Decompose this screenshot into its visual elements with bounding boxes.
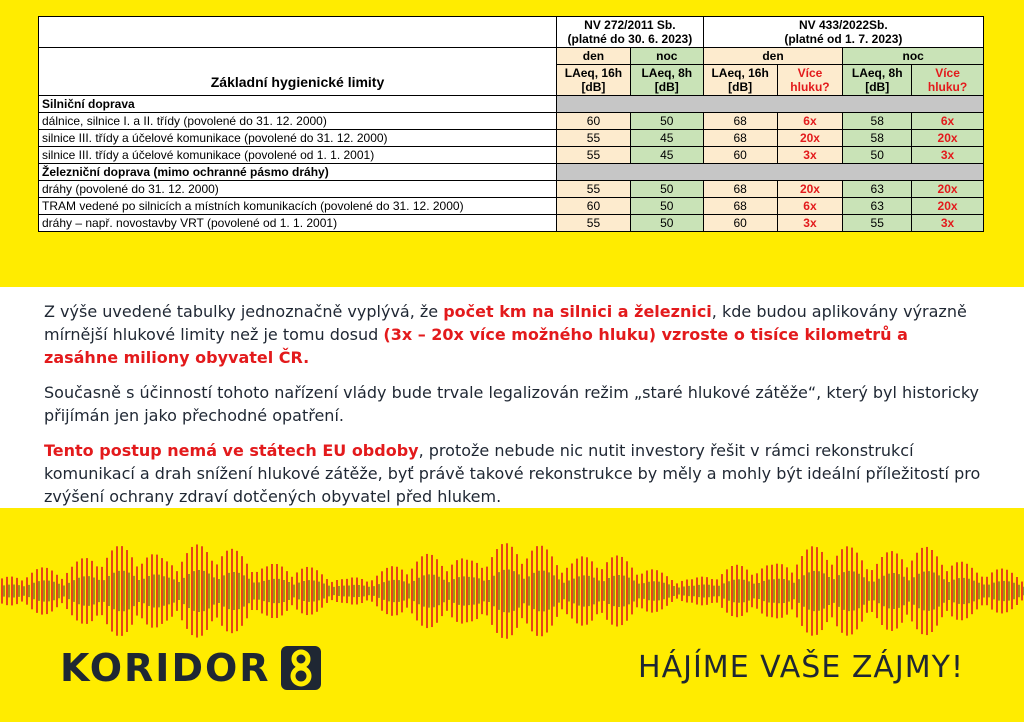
header-blank	[39, 17, 557, 48]
p1-text-c: , kde budou aplikovány výrazně mírnější hlukové limity než je tomu dosud	[44, 302, 967, 344]
sound-wave-icon	[0, 532, 1024, 650]
new-night-value: 63	[843, 198, 912, 215]
paragraph-1	[44, 300, 984, 369]
new-night-value: 63	[843, 181, 912, 198]
new-day-more: 20x	[777, 130, 843, 147]
p1-text-a: Z výše uvedené tabulky jednoznačně vyplývá, že	[44, 302, 444, 321]
logo-text: KORIDOR	[60, 646, 271, 690]
old-night-header: noc	[630, 48, 703, 65]
new-day-value: 60	[703, 147, 777, 164]
old-day-value: 55	[557, 181, 631, 198]
old-night-value: 45	[630, 147, 703, 164]
new-night-value: 58	[843, 113, 912, 130]
p3-highlight-a: Tento postup nemá ve státech EU obdoby	[44, 441, 419, 460]
new-night-unit: LAeq, 8h [dB]	[843, 65, 912, 96]
new-day-value: 68	[703, 130, 777, 147]
section-filler	[557, 164, 984, 181]
old-night-unit: LAeq, 8h [dB]	[630, 65, 703, 96]
section-title: Silniční doprava	[39, 96, 557, 113]
old-night-value: 45	[630, 130, 703, 147]
explanation-text	[44, 300, 984, 520]
old-day-value: 55	[557, 130, 631, 147]
nv-old-header	[557, 17, 704, 48]
new-day-value: 60	[703, 215, 777, 232]
row-label: dráhy – např. novostavby VRT (povolené od 1. 1. 2001)	[39, 215, 557, 232]
table-row	[39, 215, 984, 232]
new-day-unit: LAeq, 16h [dB]	[703, 65, 777, 96]
nv-old-sub: (platné do 30. 6. 2023)	[567, 32, 693, 46]
old-night-value: 50	[630, 113, 703, 130]
p1-highlight-b: počet km na silnici a železnici	[443, 302, 712, 321]
p3-text-b: , protože nebude nic nutit investory řešit v rámci rekonstrukcí komunikací a drah snížení hlukové zátěže, byť právě takové rekonstrukce by měly a mohly být ideální příležitostí pro zvýšení ochrany zdraví dotčených obyvatel před hlukem.	[44, 441, 981, 506]
old-night-value: 50	[630, 215, 703, 232]
new-night-value: 58	[843, 130, 912, 147]
new-day-more-header: Více hluku?	[777, 65, 843, 96]
noise-limits-table	[38, 16, 984, 232]
table-row	[39, 130, 984, 147]
old-day-value: 55	[557, 147, 631, 164]
new-night-more: 6x	[912, 113, 984, 130]
new-day-value: 68	[703, 198, 777, 215]
paragraph-3	[44, 439, 984, 508]
table-row	[39, 147, 984, 164]
koridor-logo	[60, 645, 321, 691]
table-row	[39, 113, 984, 130]
main-header: Základní hygienické limity	[39, 48, 557, 96]
new-night-value: 55	[843, 215, 912, 232]
new-day-more: 6x	[777, 198, 843, 215]
old-day-value: 60	[557, 113, 631, 130]
row-label: silnice III. třídy a účelové komunikace (povolené do 31. 12. 2000)	[39, 130, 557, 147]
slogan: HÁJÍME VAŠE ZÁJMY!	[638, 650, 964, 685]
new-night-more: 20x	[912, 198, 984, 215]
new-night-more: 3x	[912, 215, 984, 232]
table-row	[39, 181, 984, 198]
new-day-more: 3x	[777, 215, 843, 232]
row-label: dálnice, silnice I. a II. třídy (povolené do 31. 12. 2000)	[39, 113, 557, 130]
section-title: Železniční doprava (mimo ochranné pásmo dráhy)	[39, 164, 557, 181]
old-day-header: den	[557, 48, 631, 65]
koridor-b-logo-icon	[281, 646, 321, 690]
new-night-more: 20x	[912, 130, 984, 147]
new-night-more: 20x	[912, 181, 984, 198]
new-night-value: 50	[843, 147, 912, 164]
new-day-more: 3x	[777, 147, 843, 164]
nv-new-sub: (platné od 1. 7. 2023)	[784, 32, 903, 46]
new-day-value: 68	[703, 113, 777, 130]
row-label: silnice III. třídy a účelové komunikace (povolené od 1. 1. 2001)	[39, 147, 557, 164]
row-label: TRAM vedené po silnicích a místních komunikacích (povolené do 31. 12. 2000)	[39, 198, 557, 215]
old-day-value: 55	[557, 215, 631, 232]
section-row-rail	[39, 164, 984, 181]
paragraph-2: Současně s účinností tohoto nařízení vlády bude trvale legalizován režim „staré hlukové zátěže“, který byl historicky přijímán jen jako přechodné opatření.	[44, 383, 979, 425]
new-night-more-header: Více hluku?	[912, 65, 984, 96]
old-night-value: 50	[630, 198, 703, 215]
nv-old-title: NV 272/2011 Sb.	[584, 18, 676, 32]
section-filler	[557, 96, 984, 113]
new-night-header: noc	[843, 48, 984, 65]
new-night-more: 3x	[912, 147, 984, 164]
table-row	[39, 198, 984, 215]
section-row-road	[39, 96, 984, 113]
old-night-value: 50	[630, 181, 703, 198]
nv-new-title: NV 433/2022Sb.	[798, 18, 888, 32]
new-day-more: 6x	[777, 113, 843, 130]
new-day-more: 20x	[777, 181, 843, 198]
p1-highlight-d: (3x – 20x více možného hluku) vzroste o tisíce kilometrů a zasáhne miliony obyvatel ČR.	[44, 325, 908, 367]
new-day-header: den	[703, 48, 843, 65]
old-day-value: 60	[557, 198, 631, 215]
old-day-unit: LAeq, 16h [dB]	[557, 65, 631, 96]
row-label: dráhy (povolené do 31. 12. 2000)	[39, 181, 557, 198]
nv-new-header	[703, 17, 983, 48]
new-day-value: 68	[703, 181, 777, 198]
